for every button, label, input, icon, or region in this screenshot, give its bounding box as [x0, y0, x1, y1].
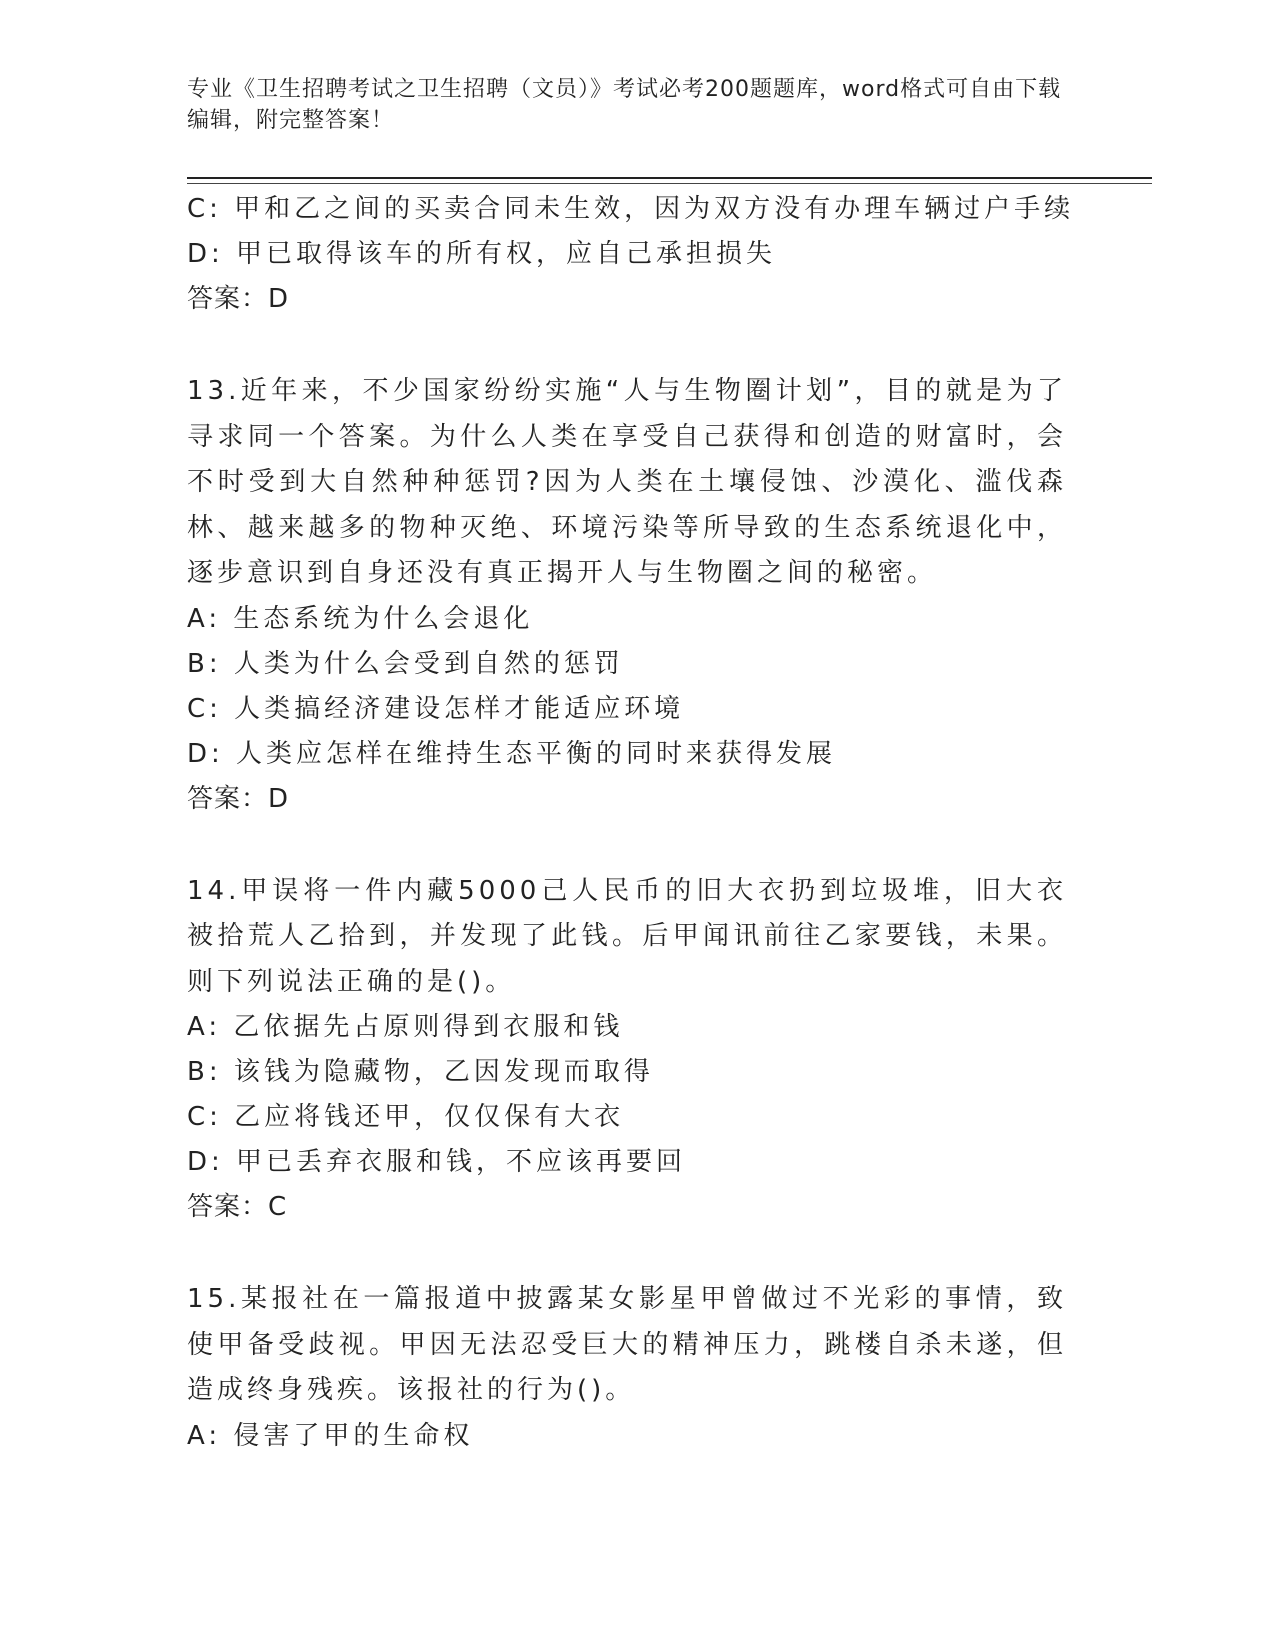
question-stem: 15.某报社在一篇报道中披露某女影星甲曾做过不光彩的事情，致使甲备受歧视。甲因无法忍受巨大的精神压力，跳楼自杀未遂，但造成终身残疾。该报社的行为()。 [187, 1284, 1067, 1405]
answer-line: 答案：D [187, 783, 290, 814]
option-a: A: 侵害了甲的生命权 [187, 1420, 474, 1451]
spacer [187, 1230, 1087, 1277]
document-body [187, 187, 1087, 1459]
option-c: C: 乙应将钱还甲，仅仅保有大衣 [187, 1102, 625, 1132]
question-stem: 14.甲误将一件内藏5000己人民币的旧大衣扔到垃圾堆，旧大衣被拾荒人乙拾到，并发现了此钱。后甲闻讯前往乙家要钱，未果。则下列说法正确的是()。 [187, 875, 1067, 997]
question-stem: 13.近年来，不少国家纷纷实施“人与生物圈计划”，目的就是为了寻求同一个答案。为什么人类在享受自己获得和创造的财富时，会不时受到大自然种种惩罚?因为人类在土壤侵蚀、沙漠化、滥伐森林、越来越多的物种灭绝、环境污染等所导致的生态系统退化中，逐步意识到自身还没有真正揭开人与生物圈之间的秘密。 [187, 376, 1067, 588]
option-c: C: 人类搞经济建设怎样才能适应环境 [187, 693, 685, 724]
option-d: D: 人类应怎样在维持生态平衡的同时来获得发展 [187, 738, 837, 769]
option-b: B: 该钱为隐藏物，乙因发现而取得 [187, 1057, 654, 1087]
question-block-13 [187, 369, 1087, 822]
option-a: A: 乙依据先占原则得到衣服和钱 [187, 1012, 624, 1042]
option-a: A: 生态系统为什么会退化 [187, 603, 534, 634]
document-header: 专业《卫生招聘考试之卫生招聘（文员）》考试必考200题题库，word格式可自由下载编辑，附完整答案！ [187, 77, 1062, 133]
option-b: B: 人类为什么会受到自然的惩罚 [187, 648, 624, 679]
option-d: D: 甲已丢弃衣服和钱，不应该再要回 [187, 1147, 687, 1177]
question-block-14 [187, 869, 1087, 1231]
answer-line: 答案：C [187, 1192, 288, 1222]
question-block-12-tail [187, 187, 1087, 322]
option-c: C: 甲和乙之间的买卖合同未生效，因为双方没有办理车辆过户手续 [187, 194, 1075, 224]
header-rule-thin [187, 183, 1152, 184]
spacer [187, 322, 1087, 369]
answer-line: 答案：D [187, 284, 290, 314]
header-rule-thick [187, 177, 1152, 179]
option-d: D: 甲已取得该车的所有权，应自己承担损失 [187, 239, 777, 269]
spacer [187, 822, 1087, 869]
question-block-15 [187, 1277, 1087, 1459]
